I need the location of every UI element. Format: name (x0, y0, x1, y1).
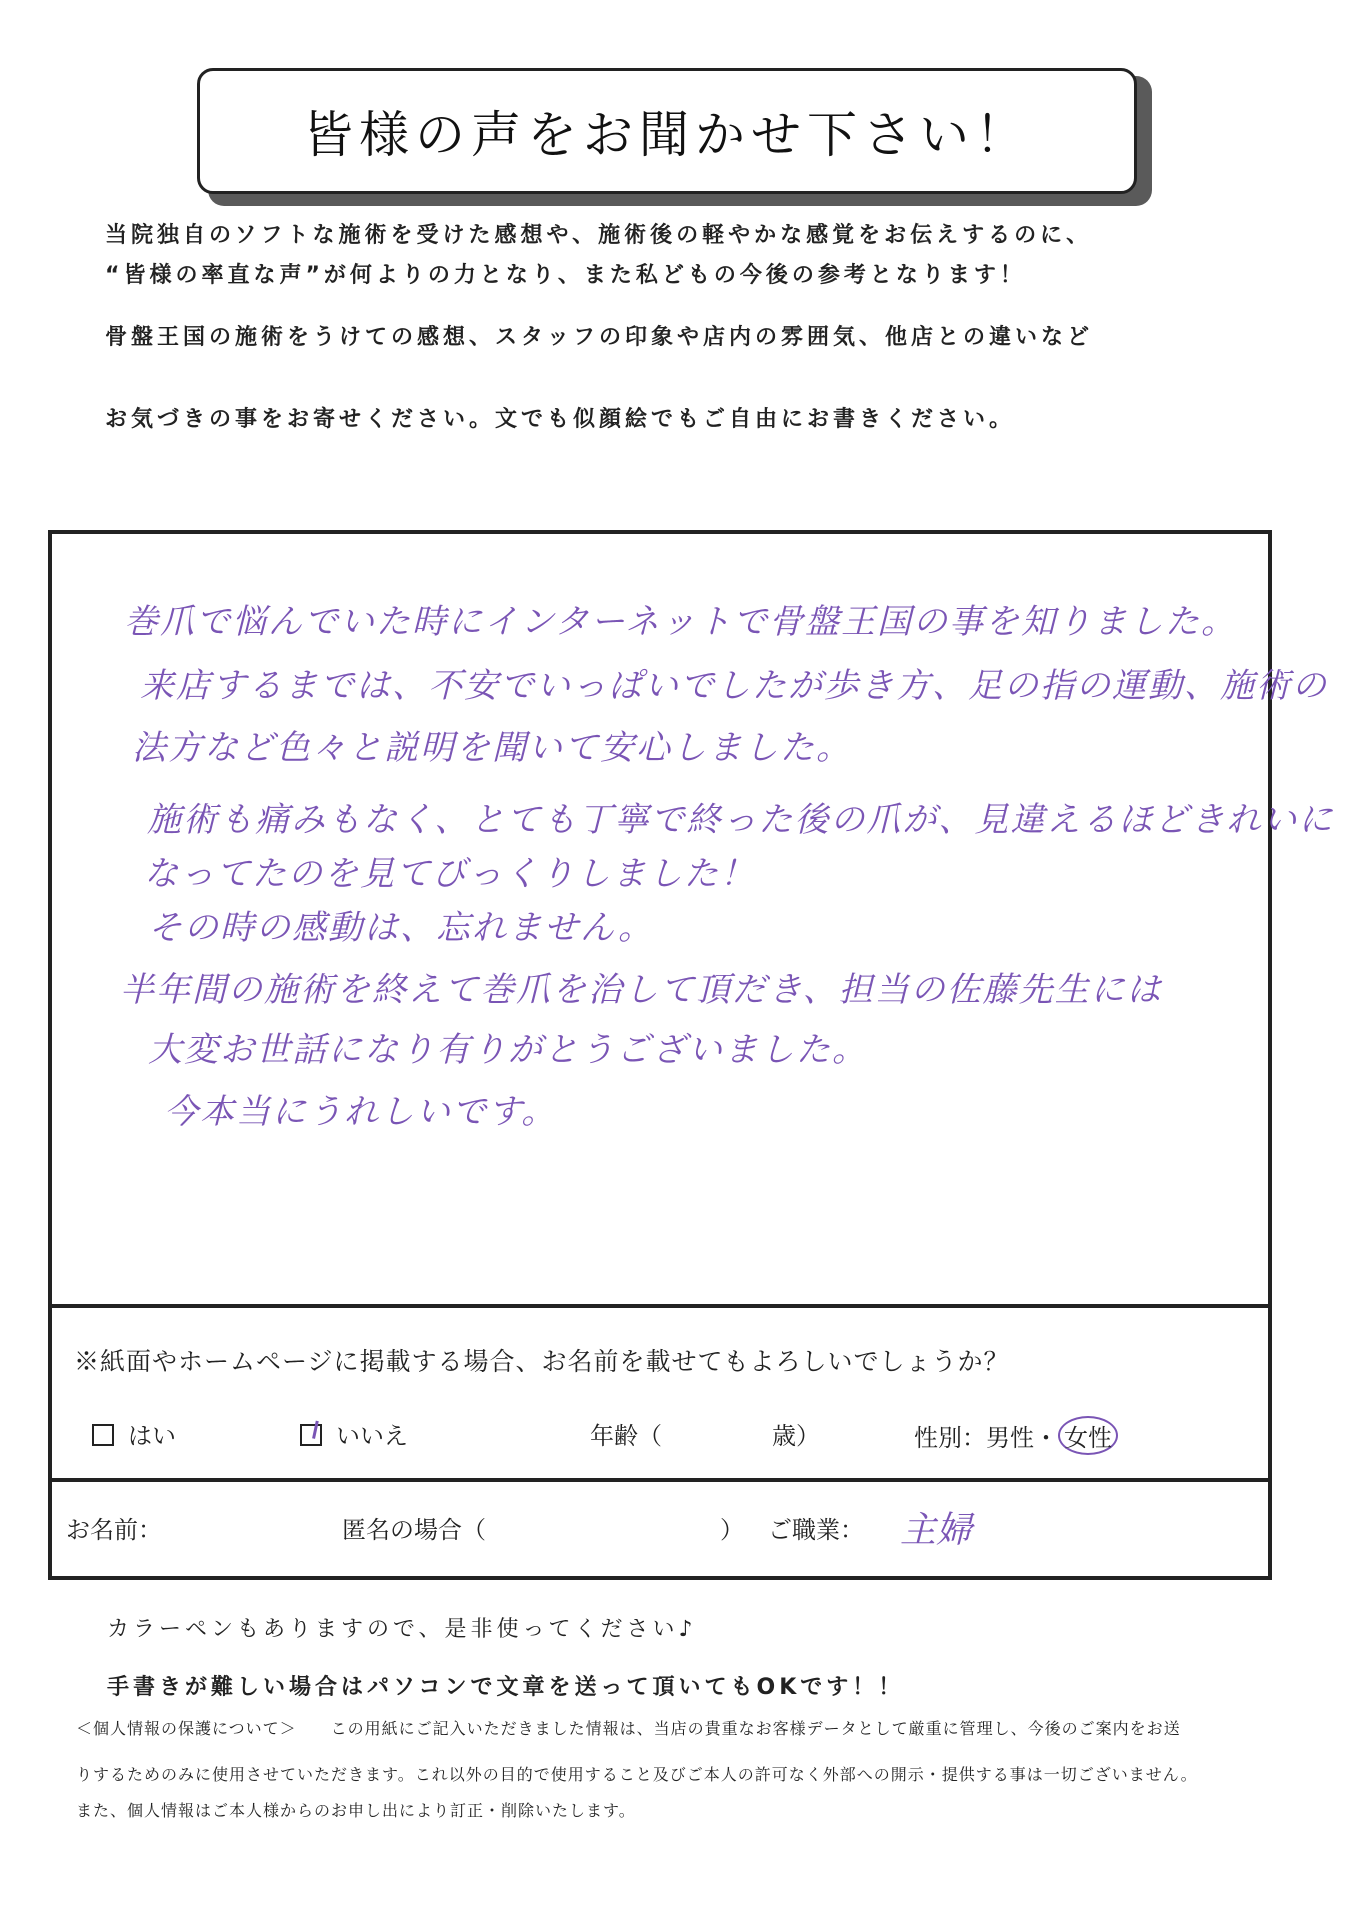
pc-submission-note: 手書きが難しい場合はパソコンで文章を送って頂いてもOKです！！ (107, 1675, 905, 1700)
gender-field[interactable] (914, 1416, 1118, 1455)
handwritten-line: 巻爪で悩んでいた時にインターネットで骨盤王国の事を知りました。 (124, 602, 1237, 642)
privacy-line-3: また、個人情報はご本人様からのお申し出により訂正・削除いたします。 (76, 1801, 636, 1820)
gender-male-option[interactable]: 男性 (986, 1424, 1034, 1452)
intro-line-3: 骨盤王国の施術をうけての感想、スタッフの印象や店内の雰囲気、他店との違いなど (105, 325, 1094, 350)
consent-no-option[interactable] (300, 1416, 408, 1451)
handwritten-line: 来店するまでは、不安でいっぱいでしたが歩き方、足の指の運動、施術の (140, 666, 1328, 706)
section-divider (52, 1304, 1268, 1308)
occupation-label: ご職業： (768, 1516, 864, 1544)
name-label: お名前： (66, 1516, 162, 1544)
handwritten-line: 半年間の施術を終えて巻爪を治して頂だき、担当の佐藤先生には (120, 970, 1163, 1010)
age-label: 年齢（ (590, 1422, 662, 1450)
yes-label: はい (128, 1422, 176, 1450)
no-checkbox[interactable] (300, 1424, 322, 1446)
privacy-line-2: りするためのみに使用させていただきます。これ以外の目的で使用すること及びご本人の許可なく外部への開示・提供する事は一切ございません。 (76, 1765, 1198, 1784)
comment-form-frame (48, 530, 1335, 1580)
age-unit: 歳） (772, 1422, 820, 1450)
gender-separator: ・ (1034, 1424, 1058, 1452)
occupation-value[interactable]: 主婦 (900, 1510, 973, 1551)
yes-checkbox[interactable] (92, 1424, 114, 1446)
handwritten-line: 法方など色々と説明を聞いて安心しました。 (132, 728, 852, 768)
page-title: 皆様の声をお聞かせ下さい！ (303, 106, 1031, 164)
color-pen-note: カラーペンもありますので、是非使ってください♪ (107, 1617, 697, 1642)
gender-label: 性別： (914, 1424, 986, 1452)
intro-line-4: お気づきの事をお寄せください。文でも似顔絵でもご自由にお書きください。 (105, 407, 1016, 432)
anonymous-label: 匿名の場合（ (342, 1516, 486, 1544)
intro-line-1: 当院独自のソフトな施術を受けた感想や、施術後の軽やかな感覚をお伝えするのに、 (105, 223, 1093, 248)
age-field[interactable] (590, 1416, 662, 1451)
anonymous-close: ） (720, 1516, 744, 1544)
handwritten-line: なってたのを見てびっくりしました！ (144, 854, 756, 894)
handwritten-line: 今本当にうれしいです。 (164, 1092, 558, 1132)
consent-yes-option[interactable] (92, 1416, 176, 1451)
consent-question: ※紙面やホームページに掲載する場合、お名前を載せてもよろしいでしょうか？ (74, 1347, 1010, 1376)
privacy-line-1: ＜個人情報の保護について＞ この用紙にご記入いただきました情報は、当店の貴重なお客様データとして厳重に管理し、今後のご案内をお送 (76, 1719, 1181, 1738)
handwritten-line: その時の感動は、忘れません。 (148, 908, 655, 948)
no-label: いいえ (336, 1422, 408, 1450)
title-box (197, 68, 1137, 194)
gender-female-option[interactable]: 女性 (1058, 1416, 1118, 1455)
intro-line-2: “皆様の率直な声”が何よりの力となり、また私どもの今後の参考となります！ (105, 263, 1026, 288)
section-divider (52, 1478, 1268, 1482)
handwritten-line: 大変お世話になり有りがとうございました。 (148, 1030, 868, 1070)
handwritten-comment-area[interactable] (52, 534, 1335, 1304)
handwritten-line: 施術も痛みもなく、とても丁寧で終った後の爪が、見違えるほどきれいに (147, 800, 1335, 840)
